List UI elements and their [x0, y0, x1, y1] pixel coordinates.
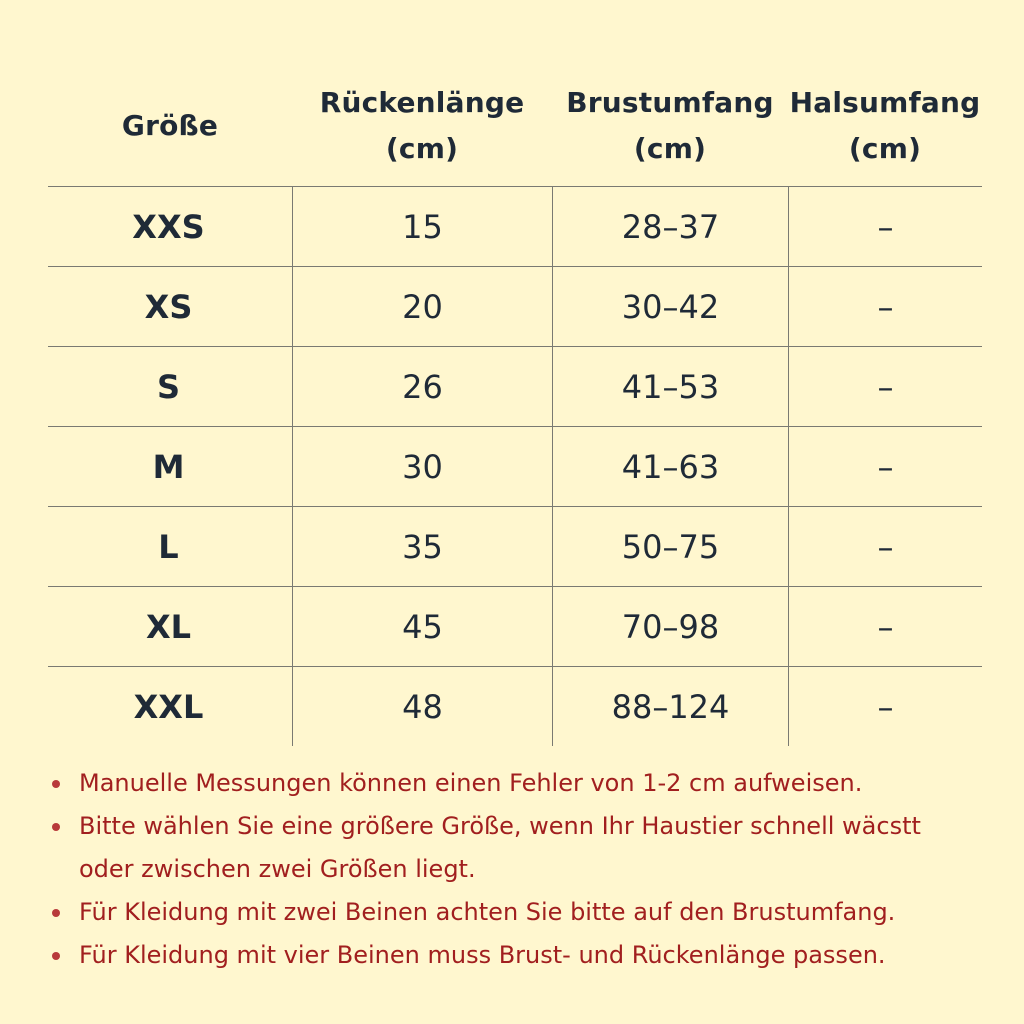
header-back-length	[292, 82, 552, 186]
cell-back-length: 48	[292, 667, 552, 746]
cell-back-length: 30	[292, 427, 552, 506]
note-text: Manuelle Messungen können einen Fehler von 1-2 cm aufweisen.	[79, 769, 863, 797]
table-row	[48, 507, 982, 587]
table-row	[48, 587, 982, 667]
cell-neck-girth: –	[788, 427, 982, 506]
cell-size: XL	[145, 607, 192, 646]
note-text: Für Kleidung mit zwei Beinen achten Sie bitte auf den Brustumfang.	[79, 898, 896, 926]
cell-neck-girth: –	[788, 267, 982, 346]
cell-neck-girth: –	[788, 347, 982, 426]
table-body	[48, 187, 982, 746]
table-row	[48, 667, 982, 746]
header-neck-girth	[788, 82, 982, 186]
cell-back-length: 35	[292, 507, 552, 586]
cell-chest-girth: 30–42	[552, 267, 788, 346]
size-chart-table	[48, 82, 982, 746]
list-item	[48, 934, 988, 977]
header-neck-girth-label: Halsumfang	[789, 86, 981, 119]
cell-back-length: 15	[292, 187, 552, 266]
cell-size: S	[156, 367, 181, 406]
note-text: Bitte wählen Sie eine größere Größe, wenn Ihr Haustier schnell wäcstt	[79, 812, 921, 840]
cell-chest-girth: 70–98	[552, 587, 788, 666]
header-chest-girth	[552, 82, 788, 186]
table-row	[48, 427, 982, 507]
bullet-icon	[52, 780, 60, 788]
cell-neck-girth: –	[788, 187, 982, 266]
list-item	[48, 805, 988, 891]
header-back-length-label: Rückenlänge	[319, 86, 525, 119]
cell-back-length: 45	[292, 587, 552, 666]
header-chest-girth-label: Brustumfang	[566, 86, 774, 119]
note-text-continued: oder zwischen zwei Größen liegt.	[79, 855, 476, 883]
cell-neck-girth: –	[788, 667, 982, 746]
bullet-icon	[52, 909, 60, 917]
table-row	[48, 347, 982, 427]
header-neck-girth-unit: (cm)	[848, 132, 922, 165]
cell-neck-girth: –	[788, 507, 982, 586]
cell-chest-girth: 41–53	[552, 347, 788, 426]
cell-back-length: 26	[292, 347, 552, 426]
cell-size: L	[158, 527, 179, 566]
header-chest-girth-unit: (cm)	[633, 132, 707, 165]
cell-chest-girth: 88–124	[552, 667, 788, 746]
bullet-icon	[52, 952, 60, 960]
header-size-label: Größe	[121, 109, 219, 142]
cell-size: XXL	[133, 687, 204, 726]
header-back-length-unit: (cm)	[385, 132, 459, 165]
table-row	[48, 187, 982, 267]
notes-list	[48, 762, 988, 977]
cell-chest-girth: 28–37	[552, 187, 788, 266]
cell-size: XXS	[132, 207, 205, 246]
table-header-row	[48, 82, 982, 187]
cell-size: XS	[144, 287, 193, 326]
list-item	[48, 891, 988, 934]
bullet-icon	[52, 823, 60, 831]
cell-back-length: 20	[292, 267, 552, 346]
list-item	[48, 762, 988, 805]
header-size	[48, 82, 292, 186]
cell-size: M	[152, 447, 185, 486]
note-text: Für Kleidung mit vier Beinen muss Brust- und Rückenlänge passen.	[79, 941, 886, 969]
table-row	[48, 267, 982, 347]
cell-chest-girth: 50–75	[552, 507, 788, 586]
cell-chest-girth: 41–63	[552, 427, 788, 506]
cell-neck-girth: –	[788, 587, 982, 666]
